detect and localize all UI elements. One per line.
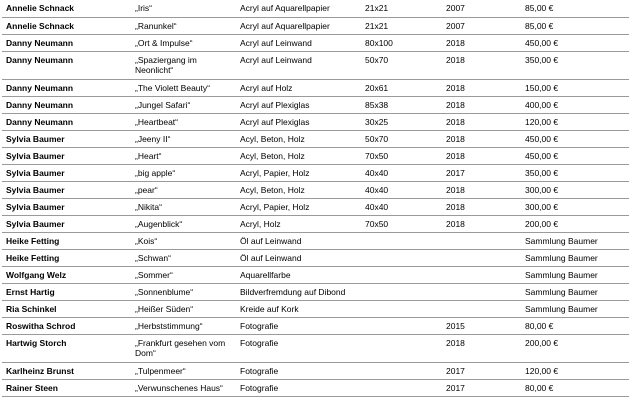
size-cell: 80x100 — [363, 34, 444, 51]
title-cell: „Schwan“ — [133, 249, 238, 266]
year-cell: 2018 — [444, 96, 523, 113]
table-row — [2, 249, 629, 266]
price-cell: 350,00 € — [523, 164, 629, 181]
size-cell — [363, 283, 444, 300]
title-cell: „Herbststimmung“ — [133, 317, 238, 334]
medium-cell: Acryl, Holz — [238, 215, 363, 232]
price-cell: 80,00 € — [523, 379, 629, 396]
artist-cell: Danny Neumann — [2, 51, 133, 79]
title-cell: „big apple“ — [133, 164, 238, 181]
table-row — [2, 334, 629, 362]
medium-cell: Acyl, Beton, Holz — [238, 130, 363, 147]
table-row — [2, 17, 629, 34]
size-cell: 50x70 — [363, 130, 444, 147]
year-cell: 2017 — [444, 164, 523, 181]
title-cell: „Heißer Süden“ — [133, 300, 238, 317]
artist-cell: Karlheinz Brunst — [2, 362, 133, 379]
table-row — [2, 362, 629, 379]
table-row — [2, 130, 629, 147]
artist-cell: Danny Neumann — [2, 96, 133, 113]
artist-cell: Sylvia Baumer — [2, 130, 133, 147]
medium-cell: Acryl auf Leinwand — [238, 34, 363, 51]
title-cell: „Nikita“ — [133, 198, 238, 215]
size-cell — [363, 232, 444, 249]
size-cell: 50x70 — [363, 51, 444, 79]
year-cell: 2018 — [444, 334, 523, 362]
table-row — [2, 79, 629, 96]
size-cell — [363, 300, 444, 317]
medium-cell: Öl auf Leinwand — [238, 232, 363, 249]
artist-cell: Sylvia Baumer — [2, 164, 133, 181]
price-cell: 85,00 € — [523, 0, 629, 17]
year-cell: 2007 — [444, 0, 523, 17]
artist-cell: Rainer Steen — [2, 379, 133, 396]
price-cell: Sammlung Baumer — [523, 266, 629, 283]
price-cell: 300,00 € — [523, 198, 629, 215]
year-cell: 2017 — [444, 379, 523, 396]
medium-cell: Aquarellfarbe — [238, 266, 363, 283]
size-cell: 21x21 — [363, 17, 444, 34]
table-row — [2, 34, 629, 51]
artist-cell: Annelie Schnack — [2, 0, 133, 17]
title-cell: „Sommer“ — [133, 266, 238, 283]
table-row — [2, 51, 629, 79]
table-row — [2, 198, 629, 215]
year-cell: 2018 — [444, 79, 523, 96]
price-cell: 200,00 € — [523, 215, 629, 232]
artist-cell: Danny Neumann — [2, 79, 133, 96]
artist-cell: Heike Fetting — [2, 249, 133, 266]
year-cell: 2018 — [444, 34, 523, 51]
table-row — [2, 300, 629, 317]
size-cell: 21x21 — [363, 0, 444, 17]
table-row — [2, 283, 629, 300]
artist-cell: Annelie Schnack — [2, 17, 133, 34]
artist-cell: Heike Fetting — [2, 232, 133, 249]
medium-cell: Fotografie — [238, 362, 363, 379]
price-cell: Sammlung Baumer — [523, 232, 629, 249]
year-cell: 2018 — [444, 198, 523, 215]
medium-cell: Acryl auf Plexiglas — [238, 113, 363, 130]
price-cell: Sammlung Baumer — [523, 300, 629, 317]
price-cell: 120,00 € — [523, 113, 629, 130]
price-cell: 150,00 € — [523, 79, 629, 96]
title-cell: „Verwunschenes Haus“ — [133, 379, 238, 396]
size-cell — [363, 317, 444, 334]
medium-cell: Acryl auf Plexiglas — [238, 96, 363, 113]
price-cell: 80,00 € — [523, 317, 629, 334]
size-cell: 70x50 — [363, 215, 444, 232]
artist-cell: Danny Neumann — [2, 34, 133, 51]
medium-cell: Acryl auf Holz — [238, 79, 363, 96]
table-row — [2, 215, 629, 232]
medium-cell: Kreide auf Kork — [238, 300, 363, 317]
title-cell: „Spaziergang im Neonlicht“ — [133, 51, 238, 79]
year-cell: 2018 — [444, 181, 523, 198]
medium-cell: Acryl auf Aquarellpapier — [238, 0, 363, 17]
price-cell: 300,00 € — [523, 181, 629, 198]
medium-cell: Fotografie — [238, 334, 363, 362]
price-cell: 450,00 € — [523, 34, 629, 51]
year-cell — [444, 266, 523, 283]
title-cell: „Ort & Impulse“ — [133, 34, 238, 51]
artist-cell: Sylvia Baumer — [2, 215, 133, 232]
year-cell — [444, 232, 523, 249]
title-cell: „Sonnenblume“ — [133, 283, 238, 300]
table-row — [2, 164, 629, 181]
size-cell — [363, 334, 444, 362]
artist-cell: Sylvia Baumer — [2, 147, 133, 164]
artist-cell: Sylvia Baumer — [2, 181, 133, 198]
price-cell: 450,00 € — [523, 130, 629, 147]
size-cell: 85x38 — [363, 96, 444, 113]
size-cell: 40x40 — [363, 181, 444, 198]
price-cell: 120,00 € — [523, 362, 629, 379]
year-cell: 2018 — [444, 215, 523, 232]
title-cell: „pear“ — [133, 181, 238, 198]
artist-cell: Wolfgang Welz — [2, 266, 133, 283]
table-row — [2, 113, 629, 130]
year-cell: 2007 — [444, 17, 523, 34]
medium-cell: Bildverfremdung auf Dibond — [238, 283, 363, 300]
medium-cell: Acryl, Papier, Holz — [238, 164, 363, 181]
title-cell: „Jungel Safari“ — [133, 96, 238, 113]
title-cell: „Frankfurt gesehen vom Dom“ — [133, 334, 238, 362]
year-cell — [444, 283, 523, 300]
size-cell: 20x61 — [363, 79, 444, 96]
artist-cell: Roswitha Schrod — [2, 317, 133, 334]
medium-cell: Acryl auf Leinwand — [238, 51, 363, 79]
medium-cell: Fotografie — [238, 317, 363, 334]
size-cell: 70x50 — [363, 147, 444, 164]
table-row — [2, 379, 629, 396]
medium-cell: Acryl, Papier, Holz — [238, 198, 363, 215]
medium-cell: Acyl, Beton, Holz — [238, 147, 363, 164]
table-row — [2, 317, 629, 334]
table-row — [2, 0, 629, 17]
artist-cell: Hartwig Storch — [2, 334, 133, 362]
artist-cell: Ria Schinkel — [2, 300, 133, 317]
table-row — [2, 147, 629, 164]
size-cell: 40x40 — [363, 164, 444, 181]
year-cell — [444, 300, 523, 317]
size-cell: 30x25 — [363, 113, 444, 130]
table-row — [2, 232, 629, 249]
title-cell: „Jeeny II“ — [133, 130, 238, 147]
title-cell: „Heart“ — [133, 147, 238, 164]
year-cell: 2015 — [444, 317, 523, 334]
artwork-table-body — [2, 0, 629, 396]
year-cell: 2017 — [444, 362, 523, 379]
table-row — [2, 181, 629, 198]
size-cell: 40x40 — [363, 198, 444, 215]
artwork-price-table — [2, 0, 629, 397]
title-cell: „Iris“ — [133, 0, 238, 17]
title-cell: „Ranunkel“ — [133, 17, 238, 34]
price-cell: Sammlung Baumer — [523, 283, 629, 300]
artist-cell: Danny Neumann — [2, 113, 133, 130]
title-cell: „Kois“ — [133, 232, 238, 249]
size-cell — [363, 362, 444, 379]
price-cell: Sammlung Baumer — [523, 249, 629, 266]
title-cell: „The Violett Beauty“ — [133, 79, 238, 96]
year-cell: 2018 — [444, 113, 523, 130]
size-cell — [363, 379, 444, 396]
year-cell: 2018 — [444, 130, 523, 147]
artist-cell: Ernst Hartig — [2, 283, 133, 300]
artist-cell: Sylvia Baumer — [2, 198, 133, 215]
year-cell — [444, 249, 523, 266]
title-cell: „Tulpenmeer“ — [133, 362, 238, 379]
size-cell — [363, 266, 444, 283]
year-cell: 2018 — [444, 51, 523, 79]
price-cell: 450,00 € — [523, 147, 629, 164]
year-cell: 2018 — [444, 147, 523, 164]
price-cell: 350,00 € — [523, 51, 629, 79]
medium-cell: Acyl, Beton, Holz — [238, 181, 363, 198]
medium-cell: Fotografie — [238, 379, 363, 396]
size-cell — [363, 249, 444, 266]
medium-cell: Acryl auf Aquarellpapier — [238, 17, 363, 34]
title-cell: „Augenblick“ — [133, 215, 238, 232]
title-cell: „Heartbeat“ — [133, 113, 238, 130]
medium-cell: Öl auf Leinwand — [238, 249, 363, 266]
price-cell: 85,00 € — [523, 17, 629, 34]
price-cell: 400,00 € — [523, 96, 629, 113]
price-cell: 200,00 € — [523, 334, 629, 362]
table-row — [2, 266, 629, 283]
table-row — [2, 96, 629, 113]
